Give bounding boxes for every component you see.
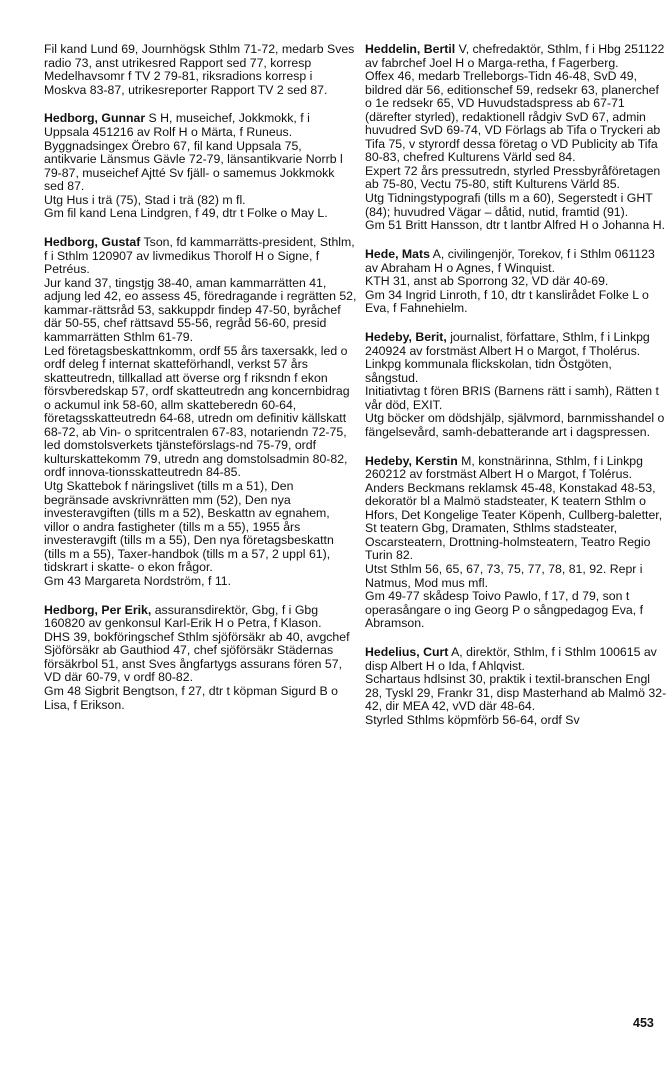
- entry-summary: V, chefredaktör, Sthlm, f i Hbg 251122 av fabrchef Joel H o Marga-retha, f Fagerberg.: [365, 42, 665, 70]
- entry-paragraph: Gm 34 Ingrid Linroth, f 10, dtr t kanslirådet Folke L o Eva, f Fahnehielm.: [365, 287, 649, 316]
- entry-paragraph: [44, 604, 357, 631]
- entry-name: Hedelius, Curt: [365, 645, 449, 660]
- entry-paragraph: Anders Beckmans reklamsk 45-48, Konstakad 48-53, dekoratör bl a Malmö stadsteater, K teatern Sthlm o Hfors, Det Kongelige Teater Köpenh, Cullberg-baletter, St teatern Gbg, Dramaten, Sthlms stadsteater, Oscarsteatern, Drottning-holmsteatern, Teatro Regio Turin 82.: [365, 480, 663, 563]
- entry-name: Hedeby, Kerstin: [365, 453, 458, 468]
- entry-paragraph: Utg Tidningstypografi (tills m a 60), Segerstedt i GHT (84); huvudred Vägar – dåtid, nutid, framtid (91).: [365, 191, 653, 219]
- right-column: [365, 43, 667, 743]
- entry-summary: S H, museichef, Jokkmokk, f i Uppsala 451216 av Rolf H o Märta, f Runeus.: [44, 111, 310, 140]
- entry-summary: Tson, fd kammarrätts-president, Sthlm, f i Sthlm 120907 av livmedikus Thorolf H o Signe, f Petréus.: [44, 235, 355, 277]
- entry-name: Hedborg, Per Erik,: [44, 602, 152, 617]
- biography-entry: [365, 455, 667, 631]
- entry-summary: M, konstnärinna, Sthlm, f i Linkpg 260212 av forstmäst Albert H o Margot, f Tolérus.: [365, 453, 643, 482]
- entry-paragraph: DHS 39, bokföringschef Sthlm sjöförsäkr ab 40, avgchef Sjöförsäkr ab Gauthiod 47, chef sjöförsäkr Städernas försäkrbol 51, anst Sves ångfartygs assurans fören 57, VD där 60-79, v ordf 80-82.: [44, 629, 350, 685]
- entry-paragraph: [365, 331, 667, 358]
- entry-name: Heddelin, Bertil: [365, 42, 456, 56]
- biography-entry: [365, 248, 667, 316]
- entry-paragraph: KTH 31, anst ab Sporrong 32, VD där 40-69.: [365, 274, 609, 289]
- entry-paragraph: Jur kand 37, tingstjg 38-40, aman kammarrätten 41, adjung led 42, eo assess 45, föredragande i regrätten 52, kammar-rättsråd 53, sakkuppdr findep 47-50, byråchef där 50-55, chef rättsavd 55-56, regråd 56-60, presid kammarrätten Sthlm 61-79.: [44, 275, 357, 344]
- biography-entry: [44, 112, 357, 220]
- entry-name: Hedborg, Gustaf: [44, 235, 141, 250]
- entry-paragraph: Gm 43 Margareta Nordström, f 11.: [44, 573, 232, 588]
- entry-paragraph: Schartaus hdlsinst 30, praktik i textil-branschen Engl 28, Tyskl 29, Frankr 31, disp Masterhand ab Malmö 32-42, dir MEA 42, vVD där 48-64.: [365, 672, 667, 714]
- entry-paragraph: Led företagsbeskattnkomm, ordf 55 års taxersakk, led o ordf deleg f internat skatteförhandl, verkst 57 års skatteutredn, tillkallad att överse org f riksndn f ekon försvberedskap 57, ordf skatteutredn ang koncernbidrag o ackumul ink 58-60, allm skatteberedn 60-64, företagsskatteutredn 64-68, utredn om definitiv källskatt 68-72, ab Vin- o spritcentralen 67-83, notariendn 72-75, led domstolsverkets tjänsteförslags-nd 75-79, ordf kulturskattekomm 79, utredn ang domstolsadmin 80-82, ordf innova-tionsskatteutredn 84-85.: [44, 343, 350, 480]
- left-column: [44, 43, 357, 727]
- entry-paragraph: [44, 112, 357, 139]
- entry-name: Hedborg, Gunnar: [44, 111, 146, 126]
- entry-paragraph: Initiativtag t fören BRIS (Barnens rätt i samh), Rätten t vår död, EXIT.: [365, 384, 659, 412]
- entry-paragraph: Utst Sthlm 56, 65, 67, 73, 75, 77, 78, 81, 92. Repr i Natmus, Mod mus mfl.: [365, 562, 643, 590]
- entry-paragraph: [44, 236, 357, 277]
- entry-paragraph: Styrled Sthlms köpmförb 56-64, ordf Sv: [365, 712, 580, 727]
- entry-paragraph: Offex 46, medarb Trelleborgs-Tidn 46-48, SvD 49, bildred där 56, editionschef 59, redsekr 63, planerchef o 1e redsekr 65, VD Huvudstadspress ab 67-71 (därefter styrled), redaktionell rådgiv SvD 67, admin huvudred SvD 69-74, VD Förlags ab Tifa o Tryckeri ab Tifa 75, v styrordf dessa företag o VD Publicity ab Tifa 80-83, chefred Kulturens Värld sed 84.: [365, 69, 661, 165]
- entry-paragraph: Utg Hus i trä (75), Stad i trä (82) m fl.: [44, 192, 246, 207]
- biography-entry: [365, 331, 667, 439]
- entry-paragraph: Byggnadsingex Örebro 67, fil kand Uppsala 75, antikvarie Länsmus Gävle 72-79, länsantikvarie Norrb l 79-87, museichef Ajtté Sv fjäll- o samemus Jokkmokk sed 87.: [44, 138, 343, 194]
- entry-paragraph: Expert 72 års pressutredn, styrled Pressbyråföretagen ab 75-80, Vectu 75-80, stift Kulturens Värld 85.: [365, 163, 661, 192]
- entry-name: Hede, Mats: [365, 246, 430, 261]
- entry-paragraph: Utg Skattebok f näringslivet (tills m a 51), Den begränsade avskrivnrätten mm (52), Den nya investeravgiften (tills m a 52), Beskattn av egnahem, villor o andra fastigheter (tills m a 55), 1955 års investeravgift (tills m a 55), Den nya företagsbeskattn (tills m a 55), Taxer-handbok (tills m a 57, 2 uppl 61), tidskrart i skatte- o ekon frågor.: [44, 479, 334, 575]
- entry-paragraph: Gm fil kand Lena Lindgren, f 49, dtr t Folke o May L.: [44, 206, 328, 221]
- entry-paragraph: Utg böcker om dödshjälp, självmord, barnmisshandel o fängelsevård, samh-debatterande art i dagspressen.: [365, 411, 665, 439]
- entry-paragraph: [365, 646, 667, 673]
- biography-entry: [44, 604, 357, 712]
- entry-summary: journalist, författare, Sthlm, f i Linkpg 240924 av forstmäst Albert H o Margot, f Tholérus.: [365, 329, 650, 358]
- biography-entry: [365, 646, 667, 727]
- entry-paragraph: Fil kand Lund 69, Journhögsk Sthlm 71-72, medarb Sves radio 73, anst utrikesred Rapport sed 77, korresp Medelhavsomr f TV 2 79-81, riksradions korresp i Moskva 83-87, utrikesreporter Rapport TV 2 sed 87.: [44, 42, 355, 97]
- biography-entry: [44, 236, 357, 588]
- entry-paragraph: [365, 248, 667, 275]
- entry-summary: A, direktör, Sthlm, f i Sthlm 100615 av disp Albert H o Ida, f Ahlqvist.: [365, 645, 657, 673]
- entry-paragraph: [365, 43, 667, 70]
- page-number: 453: [633, 1016, 654, 1030]
- entry-paragraph: Gm 51 Britt Hansson, dtr t lantbr Alfred H o Johanna H.: [365, 218, 666, 233]
- entry-paragraph: Gm 49-77 skådesp Toivo Pawlo, f 17, d 79, son t operasångare o ing Georg P o sångpedagog Eva, f Abramson.: [365, 589, 644, 631]
- entry-paragraph: Linkpg kommunala flickskolan, tidn Östgöten, sångstud.: [365, 357, 612, 385]
- entry-paragraph: Gm 48 Sigbrit Bengtson, f 27, dtr t köpman Sigurd B o Lisa, f Erikson.: [44, 683, 338, 712]
- biography-entry: [365, 43, 667, 233]
- biography-entry: [44, 43, 357, 97]
- entry-paragraph: [365, 455, 667, 482]
- entry-name: Hedeby, Berit,: [365, 329, 447, 344]
- entry-summary: assuransdirektör, Gbg, f i Gbg 160820 av genkonsul Karl-Erik H o Petra, f Klason.: [44, 602, 322, 631]
- entry-summary: A, civilingenjör, Torekov, f i Sthlm 061123 av Abraham H o Agnes, f Winquist.: [365, 246, 655, 275]
